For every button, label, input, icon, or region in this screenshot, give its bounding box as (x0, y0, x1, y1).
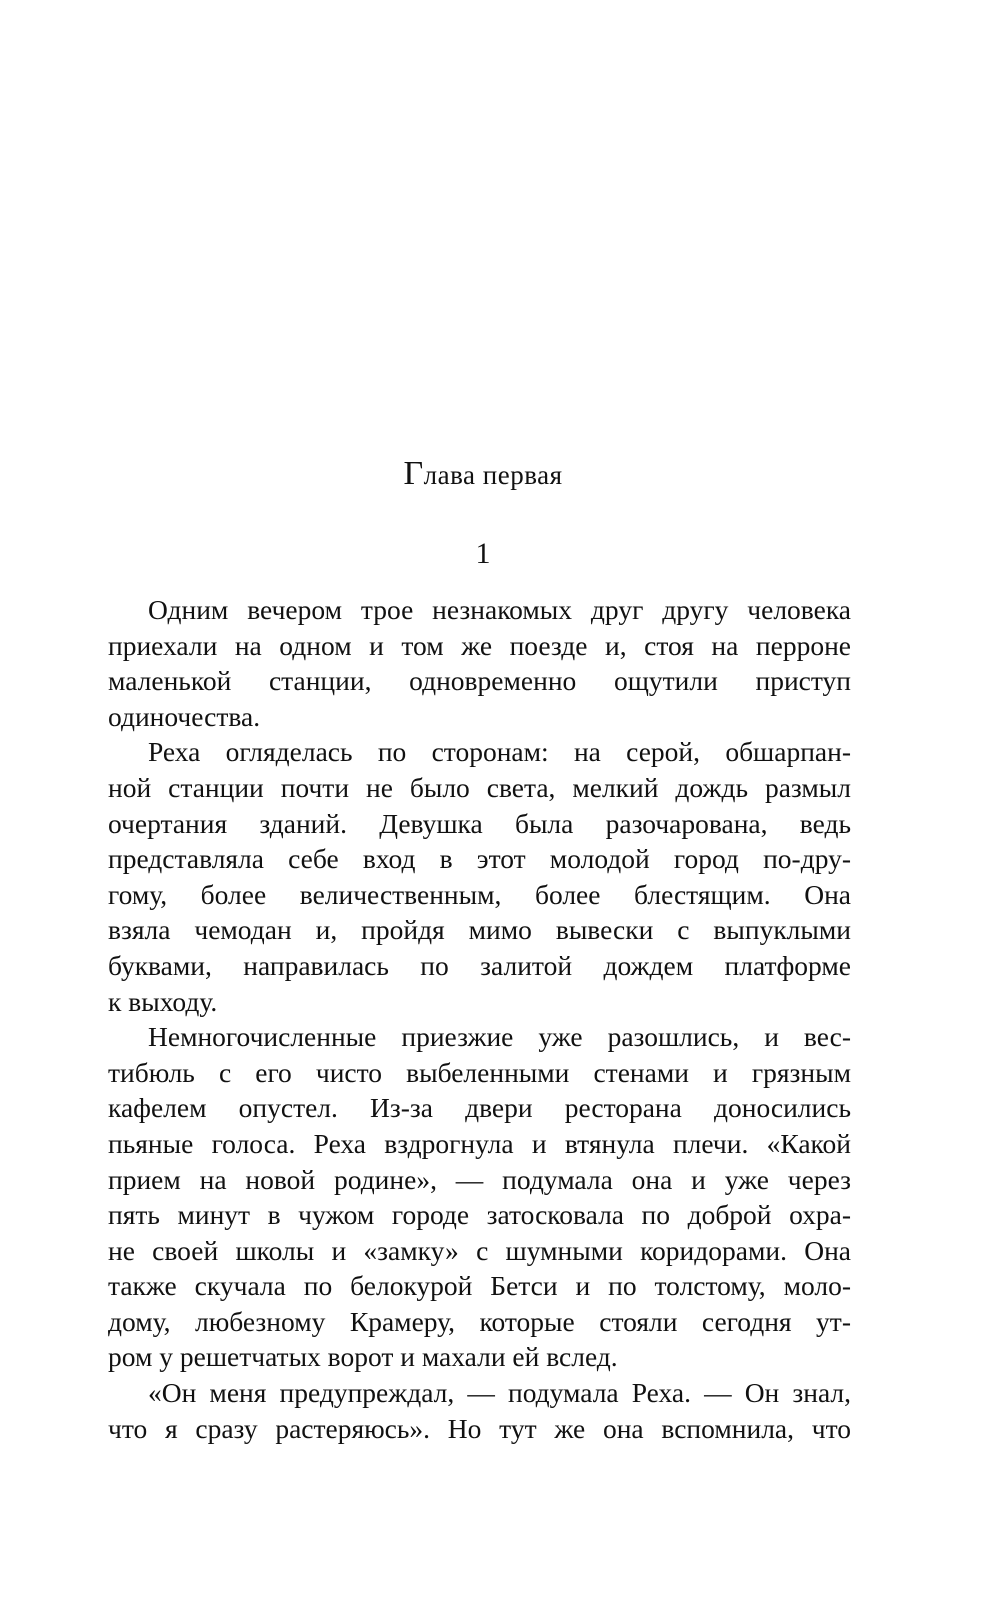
text-line: кафелем опустел. Из-за двери ресторана доносились (108, 1092, 851, 1124)
text-line: очертания зданий. Девушка была разочарована, ведь (108, 807, 851, 839)
text-line: что я сразу растеряюсь». Но тут же она вспомнила, что (108, 1412, 851, 1444)
section-number: 1 (475, 537, 491, 570)
chapter-title (0, 455, 966, 493)
text-line: пять минут в чужом городе затосковала по доброй охра- (108, 1199, 851, 1231)
text-line: не своей школы и «замку» с шумными коридорами. Она (108, 1234, 851, 1266)
text-line: Немногочисленные приезжие уже разошлись, и вес- (148, 1021, 851, 1053)
text-line: к выходу. (108, 985, 218, 1017)
text-line: тибюль с его чисто выбеленными стенами и грязным (108, 1056, 851, 1088)
text-line: буквами, направилась по залитой дождем платформе (108, 949, 851, 981)
text-line: пьяные голоса. Реха вздрогнула и втянула плечи. «Какой (108, 1127, 851, 1159)
text-line: маленькой станции, одновременно ощутили приступ (108, 665, 851, 697)
text-line: также скучала по белокурой Бетси и по толстому, моло- (108, 1270, 851, 1302)
chapter-title-rest: лава первая (423, 460, 563, 490)
paragraph (108, 1375, 851, 1446)
text-line: представляла себе вход в этот молодой город по-дру- (108, 843, 851, 875)
text-line: дому, любезному Крамеру, которые стояли сегодня ут- (108, 1305, 851, 1337)
text-line: ром у решетчатых ворот и махали ей вслед. (108, 1341, 618, 1373)
body-text (108, 592, 851, 1446)
text-line: прием на новой родине», — подумала она и уже через (108, 1163, 851, 1195)
text-line: ной станции почти не было света, мелкий дождь размыл (108, 771, 851, 803)
text-line: «Он меня предупреждал, — подумала Реха. — Он знал, (148, 1377, 851, 1409)
chapter-title-initial: Г (403, 455, 424, 492)
text-line: взяла чемодан и, пройдя мимо вывески с выпуклыми (108, 914, 851, 946)
paragraph (108, 592, 851, 734)
text-line: приехали на одном и том же поезде и, стоя на перроне (108, 629, 851, 661)
text-line: гому, более величественным, более блестящим. Она (108, 878, 851, 910)
paragraph (108, 1019, 851, 1375)
text-line: Одним вечером трое незнакомых друг другу человека (148, 594, 851, 625)
text-line: Реха огляделась по сторонам: на серой, обшарпан- (148, 736, 851, 768)
text-line: одиночества. (108, 700, 261, 732)
paragraph (108, 734, 851, 1019)
